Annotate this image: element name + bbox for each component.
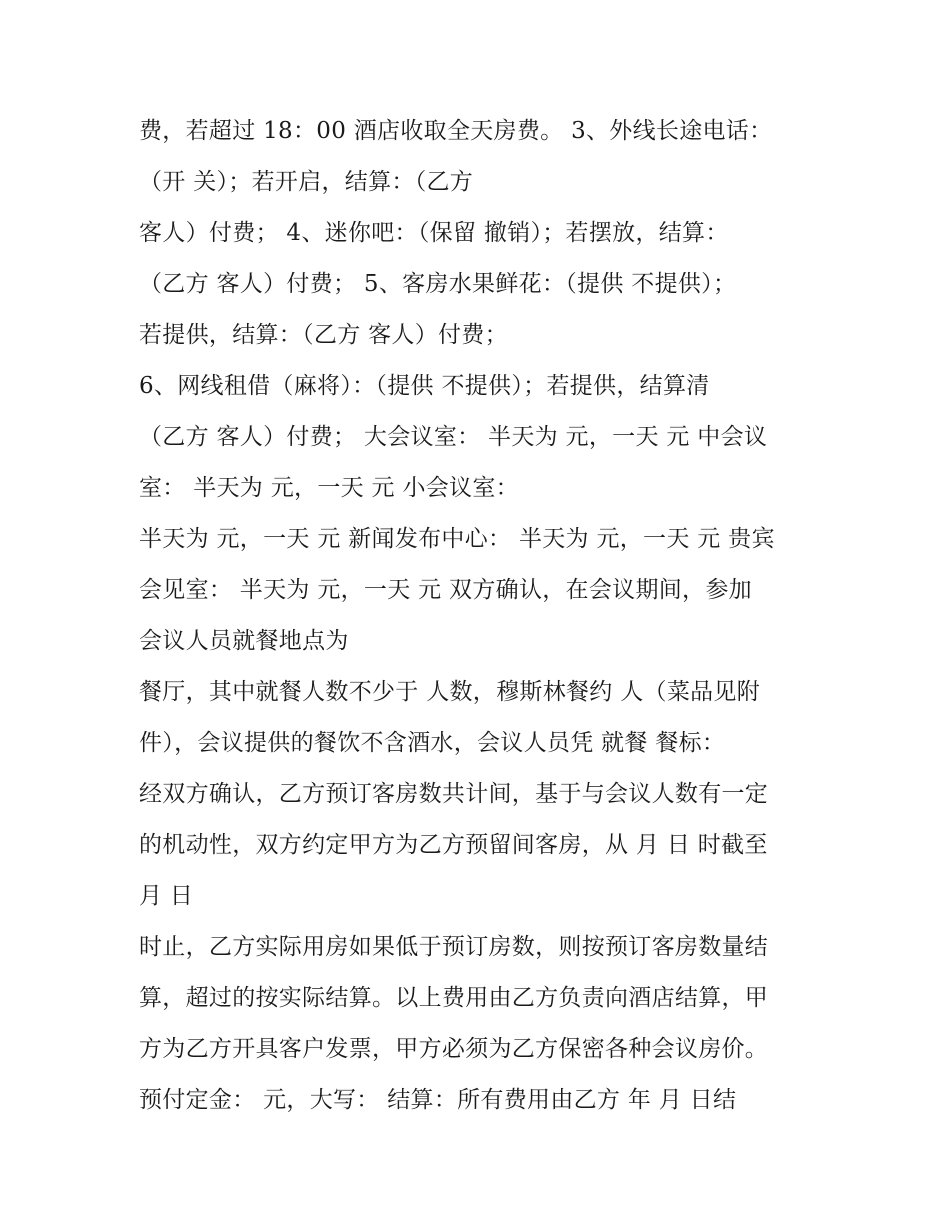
text-line: （乙方 客人）付费； 5、客房水果鲜花：（提供 不提供）； <box>139 271 737 297</box>
text-line: （乙方 客人）付费； 大会议室： 半天为 元，一天 元 中会议 <box>139 424 768 450</box>
text-line: 会议人员就餐地点为 <box>139 628 349 654</box>
text-line: 若提供，结算：（乙方 客人）付费； <box>139 322 508 348</box>
text-line: 半天为 元，一天 元 新闻发布中心： 半天为 元，一天 元 贵宾 <box>139 526 775 552</box>
document-body <box>139 106 839 1126</box>
text-line: 方为乙方开具客户发票，甲方必须为乙方保密各种会议房价。 <box>139 1036 769 1062</box>
text-line: （开 关）；若开启，结算：（乙方 <box>139 169 474 195</box>
text-line: 月 日 <box>139 883 194 909</box>
text-line: 室： 半天为 元，一天 元 小会议室： <box>139 475 519 501</box>
text-line: 餐厅，其中就餐人数不少于 人数，穆斯林餐约 人（菜品见附 <box>139 679 761 705</box>
text-line: 费，若超过 18：00 酒店收取全天房费。 3、外线长途电话： <box>139 118 773 144</box>
text-line: 经双方确认，乙方预订客房数共计间，基于与会议人数有一定 <box>139 781 769 807</box>
text-line: 的机动性，双方约定甲方为乙方预留间客房，从 月 日 时截至 <box>139 832 768 858</box>
text-line: 6、网线租借（麻将）：（提供 不提供）；若提供，结算清 <box>139 373 710 399</box>
text-line: 算，超过的按实际结算。以上费用由乙方负责向酒店结算，甲 <box>139 985 769 1011</box>
text-line: 时止，乙方实际用房如果低于预订房数，则按预订客房数量结 <box>139 934 769 960</box>
text-line: 件），会议提供的餐饮不含酒水，会议人员凭 就餐 餐标： <box>139 730 726 756</box>
text-line: 预付定金： 元，大写： 结算：所有费用由乙方 年 月 日结 <box>139 1087 737 1113</box>
text-line: 客人）付费； 4、迷你吧：（保留 撤销）；若摆放，结算： <box>139 220 729 246</box>
text-line: 会见室： 半天为 元，一天 元 双方确认，在会议期间，参加 <box>139 577 752 603</box>
